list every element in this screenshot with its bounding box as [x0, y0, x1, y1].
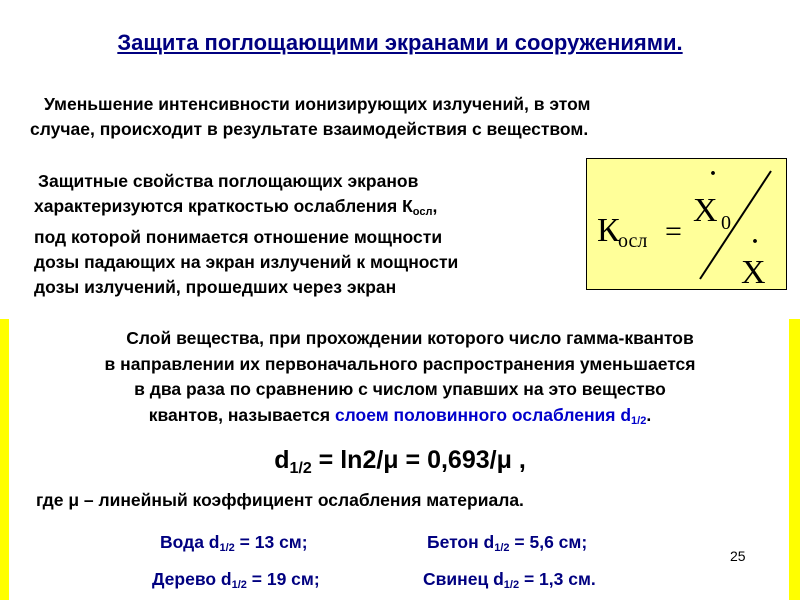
material-name: Бетон d — [427, 532, 495, 552]
attenuation-formula-box — [586, 158, 787, 290]
page-number: 25 — [730, 548, 746, 564]
material-value: = 5,6 см; — [509, 532, 588, 552]
intro-paragraph — [30, 92, 745, 142]
denominator-dot: · — [751, 229, 760, 255]
big-formula-d: d — [274, 446, 290, 474]
properties-line-3: под которой понимается отношение мощности — [34, 227, 443, 247]
properties-paragraph — [34, 169, 594, 300]
intro-line-2: случае, происходит в результате взаимодействия с веществом. — [30, 119, 589, 139]
hvl-line-2: в направлении их первоначального распространения уменьшается — [104, 353, 696, 374]
material-name: Дерево d — [152, 569, 232, 589]
hvl-term — [335, 405, 646, 425]
attenuation-formula — [587, 159, 788, 291]
formula-denominator: X — [741, 254, 766, 291]
formula-k: К — [597, 212, 620, 249]
formula-equals: = — [665, 215, 682, 248]
intro-line-1: Уменьшение интенсивности ионизирующих излучений, в этом — [44, 94, 591, 114]
material-value: = 1,3 см. — [519, 569, 596, 589]
material-value: = 19 см; — [246, 569, 320, 589]
hvl-term-subscript: 1/2 — [631, 414, 647, 427]
hvl-term-text: слоем половинного ослабления d — [334, 404, 632, 425]
formula-k-subscript: осл — [618, 230, 648, 252]
k-subscript: осл — [412, 206, 433, 218]
hvl-line-4 — [149, 405, 651, 425]
half-value-layer-paragraph — [14, 326, 786, 434]
properties-line-1: Защитные свойства поглощающих экранов — [38, 171, 419, 191]
mu-definition: где μ – линейный коэффициент ослабления материала. — [36, 490, 524, 510]
properties-line-2-comma: , — [432, 196, 438, 216]
material-name: Вода d — [160, 532, 220, 552]
material-concrete — [427, 532, 587, 554]
properties-line-2-text: характеризуются краткостью ослабления К — [34, 196, 413, 216]
big-formula-subscript: 1/2 — [289, 460, 312, 477]
formula-numerator: X — [693, 192, 718, 229]
hvl-line-4-text: квантов, называется — [148, 404, 335, 425]
material-subscript: 1/2 — [503, 579, 520, 591]
half-value-formula — [0, 446, 800, 478]
hvl-line-3: в два раза по сравнению с числом упавших на это вещество — [134, 379, 666, 399]
material-lead — [423, 569, 596, 591]
slide-title: Защита поглощающими экранами и сооружениями. — [117, 30, 683, 55]
material-subscript: 1/2 — [494, 542, 510, 554]
properties-line-4: дозы падающих на экран излучений к мощности — [34, 252, 459, 272]
hvl-line-4-period: . — [646, 404, 652, 425]
big-formula-rest: = ln2/μ = 0,693/μ , — [311, 446, 526, 474]
material-value: = 13 см; — [234, 532, 308, 552]
hvl-line-1: Слой вещества, при прохождении которого число гамма-квантов — [126, 328, 694, 348]
material-subscript: 1/2 — [219, 542, 235, 554]
properties-line-2 — [34, 196, 437, 216]
material-subscript: 1/2 — [231, 579, 247, 591]
material-water — [160, 532, 308, 554]
properties-line-5: дозы излучений, прошедших через экран — [34, 277, 397, 297]
formula-numerator-subscript: 0 — [721, 212, 731, 234]
material-wood — [152, 569, 320, 591]
material-name: Свинец d — [423, 569, 504, 589]
numerator-dot: · — [709, 161, 718, 187]
